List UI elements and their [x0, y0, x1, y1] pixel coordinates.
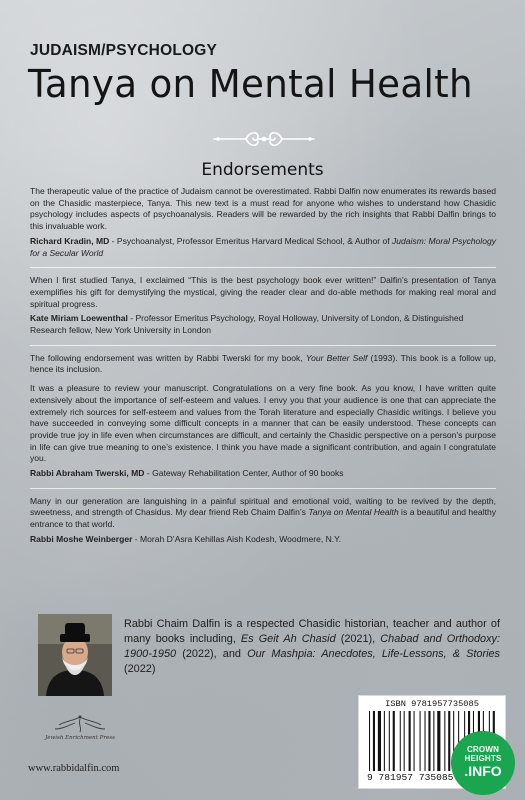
isbn-label: ISBN 9781957735085 [385, 699, 479, 709]
bio-book-title: Es Geit Ah Chasid [240, 633, 336, 645]
book-title: Tanya on Mental Health [28, 62, 473, 106]
watermark-line: HEIGHTS [464, 754, 502, 763]
endorser-credentials: - Professor Emeritus Psychology, Royal Holloway, University of London, & Distinguished Research fellow, New York University in London [30, 313, 464, 336]
endorser-name: Kate Miriam Loewenthal [30, 313, 128, 324]
endorsement-attribution [30, 313, 496, 336]
intro-text-end: (1993). This book is a follow up, hence its inclusion. [30, 352, 496, 375]
endorsement-attribution [30, 534, 496, 546]
watermark-line: CROWN [466, 745, 500, 754]
bio-text: (2022) [124, 663, 156, 675]
publisher-flourish-icon [35, 713, 125, 735]
divider [30, 488, 496, 489]
intro-book-title: Your Better Self [305, 352, 368, 363]
endorsements-section [30, 186, 496, 546]
endorsement-text-start: Many in our generation are languishing in a painful spiritual and emotional void, waiting to be revived by the depth, sweetness, and strength of Chasidus. My dear friend Reb Chaim Dalfin’s [30, 495, 496, 518]
website-link[interactable]: www.rabbidalfin.com [28, 763, 120, 774]
watermark-line: .INFO [464, 763, 502, 779]
isbn-digits: 9 781957 735085 [367, 772, 454, 783]
category-label: JUDAISM/PSYCHOLOGY [30, 42, 218, 59]
endorsement-book-title: Tanya on Mental Health [308, 507, 399, 518]
bio-book-title: Our Mashpia: Anecdotes, Life-Lessons, & Stories [247, 648, 500, 660]
bio-book-title: Chabad and Orthodoxy: 1900-1950 [124, 633, 501, 660]
endorsement-3 [30, 353, 496, 480]
endorsement-text: The therapeutic value of the practice of Judaism cannot be overestimated. Rabbi Dalfin now enumerates its rewards based on the Chasidic masterpiece, Tanya. This new text is a must read for anyone who wishes to understand how Chasidic psychology includes aspects of psychoanalysis. Readers will be rewarded by the rich insights that Rabbi Dalfin brings to this invaluable work. [30, 186, 496, 232]
endorsement-text: It was a pleasure to review your manuscript. Congratulations on a very fine book. As you know, I have written quite extensively about the importance of self-esteem and values. I envy you that your audience is one that can appreciate the extremely rich sources for self-esteem and values from the Torah literature and especially Chasidic writings. I believe you have succeeded in conveying some difficult concepts in a manner that can be easily understood. These concepts can provide true joy in life even when circumstances are difficult, and certainly the Chasidic perspective on a person’s purpose in life can give true meaning to one’s existence. I think you have made a significant contribution, and again I congratulate you. [30, 383, 496, 464]
endorsement-text-end: is a beautiful and healthy entrance to that world. [30, 507, 496, 530]
bio-text: Rabbi Chaim Dalfin is a respected Chasidic historian, teacher and author of many books including, [124, 618, 500, 645]
endorsement-attribution [30, 468, 496, 480]
divider [30, 267, 496, 268]
author-bio [124, 617, 500, 677]
endorsements-heading: Endorsements [201, 160, 324, 180]
intro-text: The following endorsement was written by Rabbi Twerski for my book, [30, 352, 306, 363]
crownheights-watermark-badge [451, 731, 515, 795]
endorser-book-title: Judaism: Moral Psychology for a Secular World [30, 235, 496, 258]
endorser-name: Rabbi Moshe Weinberger [30, 533, 133, 544]
scroll-ornament-icon [212, 128, 316, 150]
author-portrait-icon [38, 614, 112, 696]
endorser-name: Richard Kradin, MD [30, 235, 110, 246]
endorser-credentials: - Psychoanalyst, Professor Emeritus Harvard Medical School, & Author of [109, 235, 392, 246]
endorser-credentials: - Gateway Rehabilitation Center, Author of 90 books [144, 468, 344, 479]
endorsement-text [30, 496, 496, 531]
endorsement-attribution [30, 236, 496, 259]
endorsement-intro [30, 353, 496, 376]
endorsement-text: When I first studied Tanya, I exclaimed “This is the best psychology book ever written!” Dalfin’s presentation of Tanya exemplifies his gift for demystifying the mystical, giving the reader clear and do-able methods for making real moral and spiritual progress. [30, 275, 496, 309]
endorsement-4 [30, 496, 496, 546]
endorser-credentials: - Morah D’Asra Kehillas Aish Kodesh, Woodmere, N.Y. [132, 533, 342, 544]
bio-text: (2022), and [176, 648, 248, 660]
bio-text: (2021), [335, 633, 381, 645]
publisher-logo [35, 713, 125, 747]
divider [30, 345, 496, 346]
publisher-name: Jewish Enrichment Press [45, 735, 115, 741]
endorser-name: Rabbi Abraham Twerski, MD [30, 468, 145, 479]
endorsement-1 [30, 186, 496, 259]
endorsement-2 [30, 275, 496, 337]
